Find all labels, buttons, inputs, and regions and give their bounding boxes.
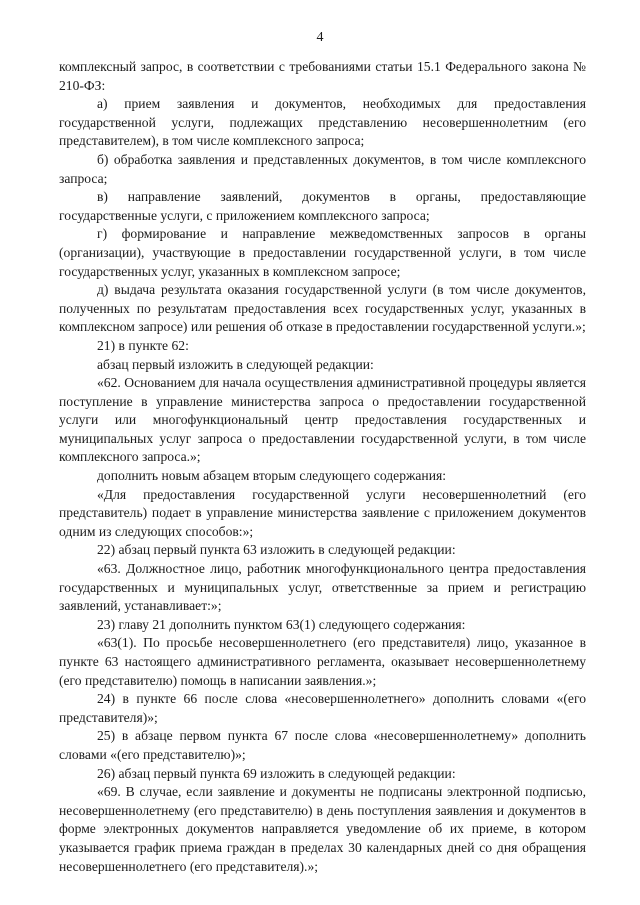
paragraph-amendment-22: 22) абзац первый пункта 63 изложить в следующей редакции: — [97, 542, 456, 558]
paragraph-clause-63-1: «63(1). По просьбе несовершеннолетнего (его представителя) лицо, указанное в пункте 63 настоящего административного регламента, оказывает несовершеннолетнему (его представителю) помощь в написании заявления.»; — [59, 635, 586, 688]
paragraph-clause-62: «62. Основанием для начала осуществления административной процедуры является поступление в управление министерства запроса о предоставлении государственной услуги или многофункциональный центр предоставления государственных и муниципальных услуг запроса о предоставлении государственной услуги, в том числе комплексного запроса.»; — [59, 375, 586, 465]
paragraph-item-b: б) обработка заявления и представленных документов, в том числе комплексного запроса; — [59, 151, 586, 186]
paragraph-intro-continuation: комплексный запрос, в соответствии с требованиями статьи 15.1 Федерального закона № 210-ФЗ: — [59, 59, 586, 93]
paragraph-new-abzac-instruction: дополнить новым абзацем вторым следующего содержания: — [97, 468, 446, 484]
paragraph-amendment-23: 23) главу 21 дополнить пунктом 63(1) следующего содержания: — [97, 616, 466, 632]
paragraph-first-abzac-instruction: абзац первый изложить в следующей редакции: — [97, 356, 374, 372]
paragraph-clause-63: «63. Должностное лицо, работник многофункционального центра предоставления государственных и муниципальных услуг, ответственные за прием и регистрацию заявлений, устанавливает:»; — [59, 561, 586, 614]
paragraph-amendment-24: 24) в пункте 66 после слова «несовершеннолетнего» дополнить словами «(его представителя)»; — [59, 691, 586, 725]
paragraph-amendment-21: 21) в пункте 62: — [97, 337, 189, 353]
paragraph-item-d: д) выдача результата оказания государственной услуги (в том числе документов, полученных по результатам предоставления всех государственных услуг, указанных в комплексном запросе) или решения об отказе в предоставлении государственной услуги.»; — [59, 282, 586, 335]
paragraph-item-v: в) направление заявлений, документов в органы, предоставляющие государственные услуги, с приложением комплексного запроса; — [59, 189, 586, 223]
document-body — [59, 58, 586, 876]
paragraph-amendment-25: 25) в абзаце первом пункта 67 после слова «несовершеннолетнему» дополнить словами «(его представителю)»; — [59, 728, 586, 762]
page-number: 4 — [316, 30, 324, 45]
paragraph-item-g: г) формирование и направление межведомственных запросов в органы (организации), участвующие в предоставлении государственной услуги, в том числе государственных услуг, указанных в комплексном запросе; — [59, 226, 586, 279]
paragraph-item-a: а) прием заявления и документов, необходимых для предоставления государственной услуги, подлежащих представлению несовершеннолетним (его представителем), в том числе комплексного запроса; — [59, 96, 586, 149]
paragraph-amendment-26: 26) абзац первый пункта 69 изложить в следующей редакции: — [97, 765, 456, 781]
paragraph-submission-methods: «Для предоставления государственной услуги несовершеннолетний (его представитель) подает в управление министерства заявление с приложением документов одним из следующих способов:»; — [59, 486, 586, 539]
paragraph-clause-69: «69. В случае, если заявление и документы не подписаны электронной подписью, несовершеннолетнему (его представителю) в день поступления заявления и документов в форме электронных документов направляется уведомление об их приеме, в котором указывается график приема граждан в пределах 30 календарных дней со дня обращения несовершеннолетнего (его представителя).»; — [59, 784, 586, 874]
